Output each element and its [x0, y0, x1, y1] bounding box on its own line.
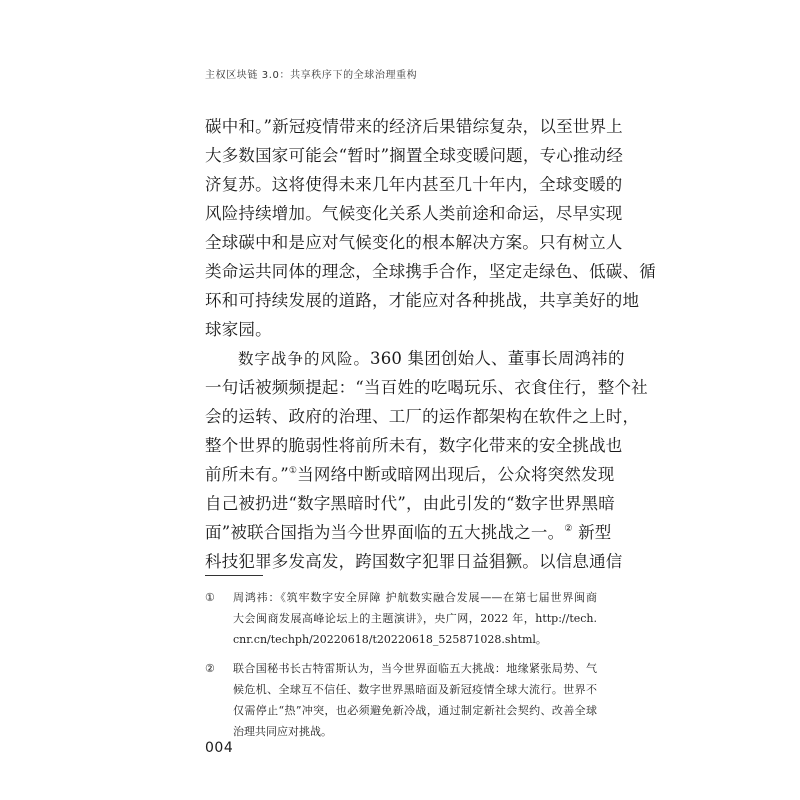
paragraph-text: 前所未有。”: [205, 465, 289, 484]
paragraph-line: 科技犯罪多发高发，跨国数字犯罪日益猖獗。以信息通信: [205, 552, 623, 571]
footnote-ref-1[interactable]: ①: [288, 466, 298, 476]
footnote-line: 治理共同应对挑战。: [233, 725, 332, 738]
paragraph-text: 新型: [572, 523, 612, 542]
footnote-line: 仅需停止“热”冲突，也必须避免新冷战，通过制定新社会契约、改善全球: [233, 704, 597, 717]
footnote-line: 候危机、全球互不信任、数字世界黑暗面及新冠疫情全球大流行。世界不: [233, 683, 597, 696]
footnote-1: [205, 587, 597, 650]
footnotes: [205, 587, 597, 750]
page-number: 004: [205, 740, 234, 756]
paragraph-line: 碳中和。”新冠疫情带来的经济后果错综复杂，以至世界上: [205, 117, 623, 136]
footnote-ref-2[interactable]: ②: [564, 524, 573, 534]
paragraph-line: 整个世界的脆弱性将前所未有，数字化带来的安全挑战也: [205, 436, 623, 455]
body-text: [205, 112, 656, 576]
paragraph-line: 会的运转、政府的治理、工厂的运作都架构在软件之上时，: [205, 407, 640, 426]
footnote-line: cnr.cn/techph/20220618/t20220618_525871028.shtml。: [233, 633, 547, 646]
footnote-line: 大会闽商发展高峰论坛上的主题演讲》，央广网，2022 年，http://tech.: [233, 612, 597, 625]
paragraph-text: 360 集团创始人、董事长周鸿祎的: [370, 349, 625, 368]
paragraph-line: [205, 460, 615, 489]
footnote-mark: ②: [205, 662, 215, 675]
paragraph-line: 环和可持续发展的道路，才能应对各种挑战，共享美好的地: [205, 291, 640, 310]
paragraph-text: 面”被联合国指为当今世界面临的五大挑战之一。: [205, 523, 565, 542]
footnote-line: 联合国秘书长古特雷斯认为，当今世界面临五大挑战：地缘紧张局势、气: [233, 662, 597, 675]
footnote-line: 周鸿祎：《筑牢数字安全屏障 护航数实融合发展——在第七届世界闽商: [233, 591, 597, 604]
paragraph-line: 自己被扔进“数字黑暗时代”，由此引发的“数字世界黑暗: [205, 494, 616, 513]
paragraph-line: 全球碳中和是应对气候变化的根本解决方案。只有树立人: [205, 233, 623, 252]
paragraph-line: [205, 344, 625, 373]
paragraph-text: 当网络中断或暗网出现后，公众将突然发现: [297, 465, 615, 484]
footnote-mark: ①: [205, 591, 215, 604]
paragraph-line: 类命运共同体的理念，全球携手合作，坚定走绿色、低碳、循: [205, 262, 656, 281]
running-header: 主权区块链 3.0：共享秩序下的全球治理重构: [205, 70, 418, 81]
paragraph-line: 大多数国家可能会“暂时”搁置全球变暖问题，专心推动经: [205, 146, 624, 165]
paragraph-line: [205, 518, 612, 547]
paragraph-line: 一句话被频频提起：“当百姓的吃喝玩乐、衣食住行，整个社: [205, 378, 648, 397]
paragraph-line: 风险持续增加。气候变化关系人类前途和命运，尽早实现: [205, 204, 623, 223]
paragraph-line: 济复苏。这将使得未来几年内甚至几十年内，全球变暖的: [205, 175, 623, 194]
footnote-2: [205, 658, 597, 742]
inline-heading: 数字战争的风险。: [238, 350, 371, 368]
paragraph-line: 球家园。: [205, 320, 272, 339]
footnote-divider: [205, 575, 263, 576]
